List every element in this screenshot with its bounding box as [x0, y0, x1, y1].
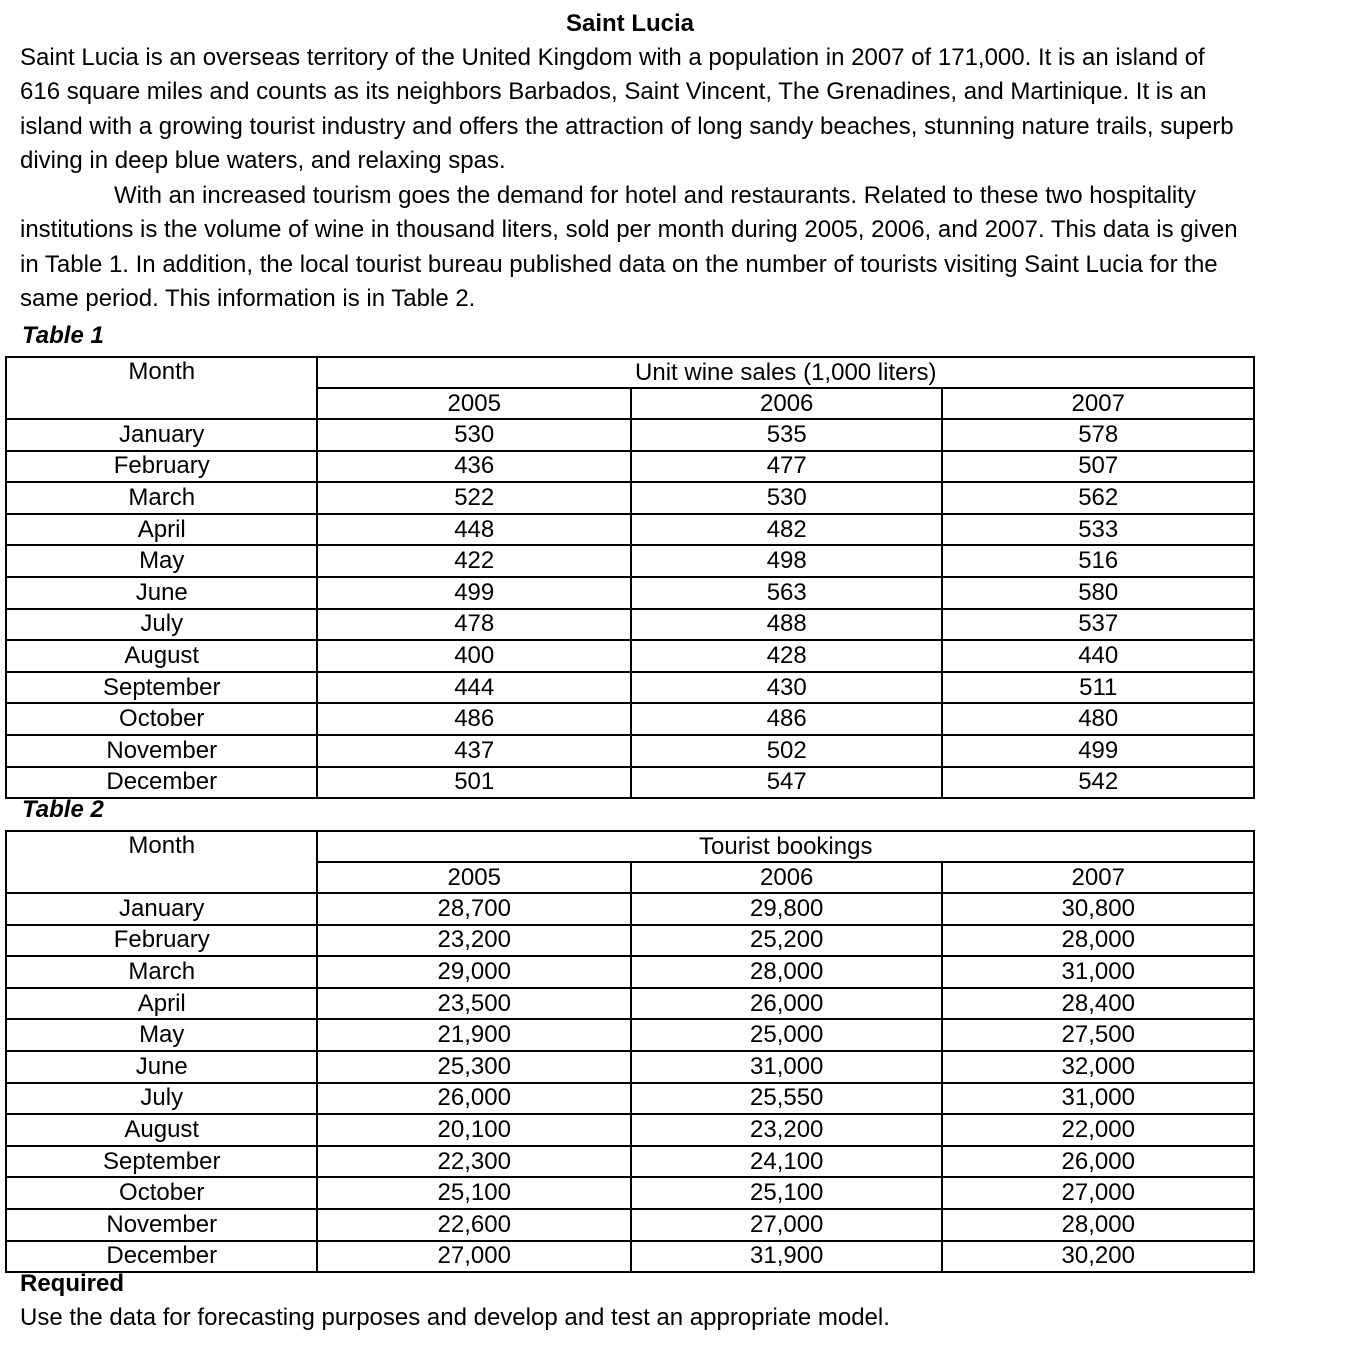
value-cell: 27,000 — [317, 1241, 630, 1273]
value-cell: 32,000 — [942, 1051, 1254, 1083]
value-cell: 29,000 — [317, 956, 630, 988]
month-cell: January — [6, 893, 317, 925]
wine-sales-table — [5, 356, 1255, 799]
data-description-paragraph: With an increased tourism goes the demand for hotel and restaurants. Related to these two hospitality institutions is the volume of wine in thousand liters, sold per month during 2005, 2006, and 2007. This data is given in Table 1. In addition, the local tourist bureau published data on the number of tourists visiting Saint Lucia for the same period. This information is in Table 2. — [20, 182, 1238, 313]
value-cell: 437 — [317, 735, 630, 767]
table-row — [6, 956, 1254, 988]
month-cell: December — [6, 1241, 317, 1273]
value-cell: 444 — [317, 672, 630, 704]
table-row — [6, 609, 1254, 641]
month-cell: December — [6, 767, 317, 799]
table-row — [6, 893, 1254, 925]
value-cell: 23,200 — [317, 925, 630, 957]
month-cell: March — [6, 482, 317, 514]
month-cell: June — [6, 577, 317, 609]
month-cell: June — [6, 1051, 317, 1083]
value-cell: 578 — [942, 419, 1254, 451]
value-cell: 25,100 — [631, 1177, 942, 1209]
table-row — [6, 1019, 1254, 1051]
month-cell: August — [6, 1114, 317, 1146]
table-row — [6, 1146, 1254, 1178]
group-header: Unit wine sales (1,000 liters) — [317, 357, 1254, 388]
table-row — [6, 451, 1254, 483]
value-cell: 499 — [942, 735, 1254, 767]
value-cell: 25,000 — [631, 1019, 942, 1051]
value-cell: 31,000 — [631, 1051, 942, 1083]
value-cell: 507 — [942, 451, 1254, 483]
value-cell: 22,300 — [317, 1146, 630, 1178]
table-row — [6, 482, 1254, 514]
value-cell: 27,000 — [631, 1209, 942, 1241]
value-cell: 537 — [942, 609, 1254, 641]
value-cell: 30,800 — [942, 893, 1254, 925]
value-cell: 31,000 — [942, 956, 1254, 988]
month-cell: March — [6, 956, 317, 988]
group-header: Tourist bookings — [317, 831, 1254, 862]
year-header: 2007 — [942, 388, 1254, 419]
value-cell: 440 — [942, 640, 1254, 672]
document-title: Saint Lucia — [565, 10, 695, 37]
value-cell: 430 — [631, 672, 942, 704]
value-cell: 25,550 — [631, 1083, 942, 1115]
year-header: 2005 — [317, 388, 630, 419]
month-cell: May — [6, 1019, 317, 1051]
value-cell: 535 — [631, 419, 942, 451]
value-cell: 477 — [631, 451, 942, 483]
value-cell: 28,000 — [942, 1209, 1254, 1241]
value-cell: 422 — [317, 545, 630, 577]
value-cell: 25,100 — [317, 1177, 630, 1209]
value-cell: 488 — [631, 609, 942, 641]
table-row — [6, 640, 1254, 672]
value-cell: 436 — [317, 451, 630, 483]
table-row — [6, 735, 1254, 767]
value-cell: 21,900 — [317, 1019, 630, 1051]
value-cell: 448 — [317, 514, 630, 546]
table-row — [6, 1114, 1254, 1146]
tourist-bookings-table — [5, 830, 1255, 1273]
value-cell: 498 — [631, 545, 942, 577]
month-header: Month — [6, 357, 317, 419]
value-cell: 26,000 — [317, 1083, 630, 1115]
month-cell: September — [6, 672, 317, 704]
table2-label: Table 2 — [22, 796, 104, 823]
year-header: 2006 — [631, 862, 942, 893]
value-cell: 400 — [317, 640, 630, 672]
table-row — [6, 988, 1254, 1020]
value-cell: 530 — [631, 482, 942, 514]
value-cell: 480 — [942, 703, 1254, 735]
value-cell: 30,200 — [942, 1241, 1254, 1273]
month-cell: February — [6, 451, 317, 483]
month-cell: November — [6, 735, 317, 767]
value-cell: 547 — [631, 767, 942, 799]
value-cell: 31,900 — [631, 1241, 942, 1273]
required-heading: Required — [20, 1270, 125, 1297]
year-header: 2007 — [942, 862, 1254, 893]
table-row — [6, 1241, 1254, 1273]
value-cell: 28,400 — [942, 988, 1254, 1020]
value-cell: 542 — [942, 767, 1254, 799]
value-cell: 533 — [942, 514, 1254, 546]
value-cell: 516 — [942, 545, 1254, 577]
value-cell: 20,100 — [317, 1114, 630, 1146]
value-cell: 25,200 — [631, 925, 942, 957]
value-cell: 486 — [631, 703, 942, 735]
month-cell: April — [6, 514, 317, 546]
value-cell: 28,000 — [631, 956, 942, 988]
value-cell: 511 — [942, 672, 1254, 704]
table1-label: Table 1 — [22, 322, 104, 349]
month-cell: October — [6, 1177, 317, 1209]
month-header: Month — [6, 831, 317, 893]
table-row — [6, 577, 1254, 609]
required-text: Use the data for forecasting purposes and develop and test an appropriate model. — [20, 1304, 890, 1331]
value-cell: 22,600 — [317, 1209, 630, 1241]
value-cell: 29,800 — [631, 893, 942, 925]
table-row — [6, 925, 1254, 957]
table-row — [6, 1177, 1254, 1209]
value-cell: 580 — [942, 577, 1254, 609]
value-cell: 522 — [317, 482, 630, 514]
value-cell: 563 — [631, 577, 942, 609]
month-cell: August — [6, 640, 317, 672]
month-cell: July — [6, 609, 317, 641]
year-header: 2005 — [317, 862, 630, 893]
month-cell: October — [6, 703, 317, 735]
table-row — [6, 1051, 1254, 1083]
value-cell: 530 — [317, 419, 630, 451]
table-row — [6, 672, 1254, 704]
table-row — [6, 1083, 1254, 1115]
table-row — [6, 514, 1254, 546]
month-cell: September — [6, 1146, 317, 1178]
value-cell: 26,000 — [631, 988, 942, 1020]
value-cell: 28,000 — [942, 925, 1254, 957]
value-cell: 27,000 — [942, 1177, 1254, 1209]
value-cell: 23,200 — [631, 1114, 942, 1146]
table-row — [6, 1209, 1254, 1241]
value-cell: 562 — [942, 482, 1254, 514]
value-cell: 486 — [317, 703, 630, 735]
value-cell: 23,500 — [317, 988, 630, 1020]
month-cell: February — [6, 925, 317, 957]
month-cell: April — [6, 988, 317, 1020]
value-cell: 499 — [317, 577, 630, 609]
value-cell: 27,500 — [942, 1019, 1254, 1051]
table-row — [6, 703, 1254, 735]
table-row — [6, 419, 1254, 451]
table-row — [6, 545, 1254, 577]
month-cell: November — [6, 1209, 317, 1241]
value-cell: 22,000 — [942, 1114, 1254, 1146]
value-cell: 482 — [631, 514, 942, 546]
value-cell: 428 — [631, 640, 942, 672]
month-cell: July — [6, 1083, 317, 1115]
value-cell: 31,000 — [942, 1083, 1254, 1115]
value-cell: 25,300 — [317, 1051, 630, 1083]
table-row — [6, 767, 1254, 799]
month-cell: May — [6, 545, 317, 577]
value-cell: 478 — [317, 609, 630, 641]
intro-paragraph: Saint Lucia is an overseas territory of the United Kingdom with a population in 2007 of 171,000. It is an island of 616 square miles and counts as its neighbors Barbados, Saint Vincent, The Grenadines, and Martinique. It is an island with a growing tourist industry and offers the attraction of long sandy beaches, stunning nature trails, superb diving in deep blue waters, and relaxing spas. — [20, 44, 1234, 175]
value-cell: 26,000 — [942, 1146, 1254, 1178]
year-header: 2006 — [631, 388, 942, 419]
value-cell: 502 — [631, 735, 942, 767]
value-cell: 24,100 — [631, 1146, 942, 1178]
month-cell: January — [6, 419, 317, 451]
value-cell: 28,700 — [317, 893, 630, 925]
value-cell: 501 — [317, 767, 630, 799]
